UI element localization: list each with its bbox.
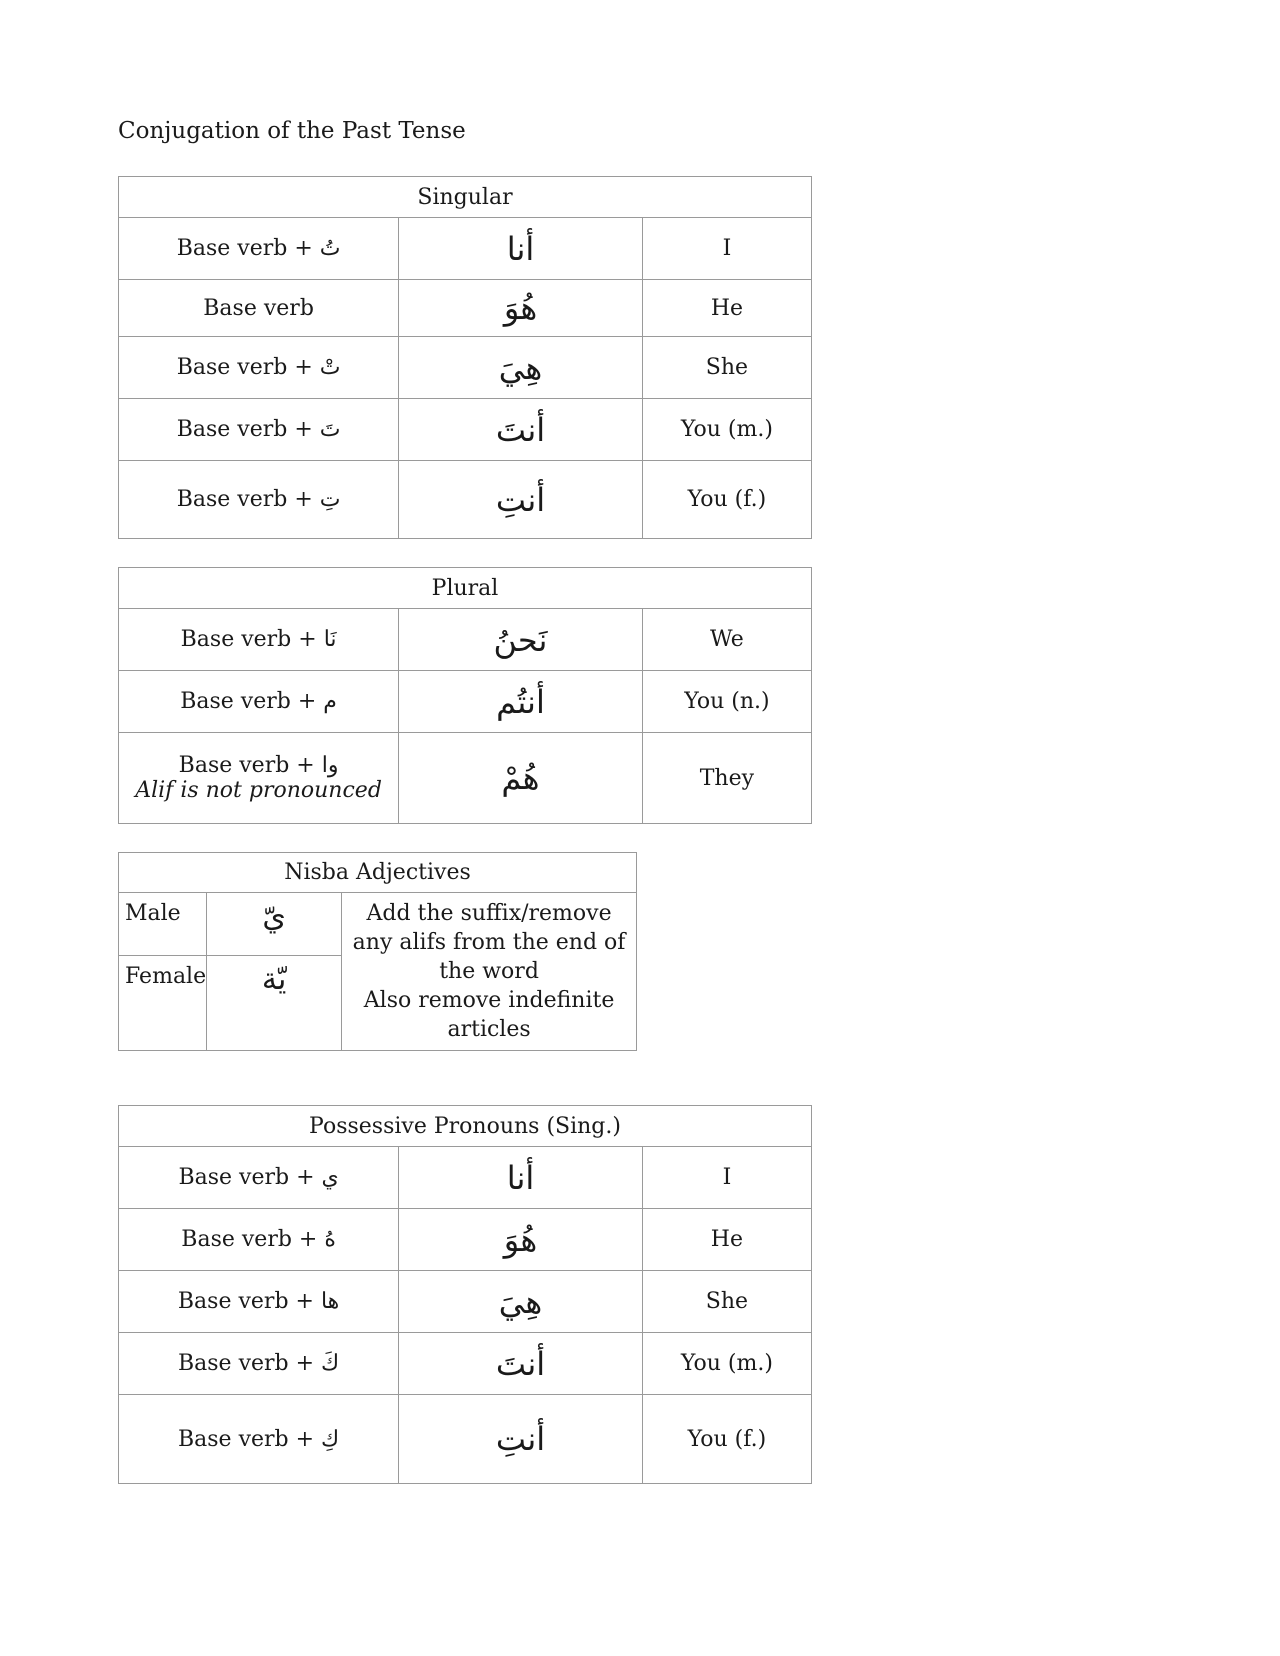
table-row (119, 1395, 812, 1484)
verb-form-cell: Base verb + ها (119, 1271, 399, 1333)
plural-table (118, 567, 812, 824)
possessive-table (118, 1105, 812, 1484)
table-row (119, 461, 812, 539)
arabic-pronoun-cell: أنتِ (399, 1395, 643, 1484)
nisba-rule-line: Add the suffix/remove any alifs from the end of the word (352, 901, 626, 984)
table-row (119, 893, 637, 956)
table-row (119, 1147, 812, 1209)
gender-cell: Female (119, 956, 207, 1051)
english-pronoun-cell: You (n.) (642, 671, 811, 733)
table-row (119, 1271, 812, 1333)
verb-form-cell: Base verb + ي (119, 1147, 399, 1209)
verb-form-cell: Base verb + تْ (119, 337, 399, 399)
arabic-pronoun-cell: أنا (399, 218, 643, 280)
nisba-header: Nisba Adjectives (119, 853, 637, 893)
table-row (119, 1209, 812, 1271)
english-pronoun-cell: She (642, 1271, 811, 1333)
english-pronoun-cell: We (642, 609, 811, 671)
table-row (119, 733, 812, 824)
arabic-pronoun-cell: هِيَ (399, 1271, 643, 1333)
arabic-pronoun-cell: أنتَ (399, 399, 643, 461)
english-pronoun-cell: She (642, 337, 811, 399)
arabic-pronoun-cell: هُوَ (399, 280, 643, 337)
verb-form-cell: Base verb + م (119, 671, 399, 733)
nisba-rule-cell (342, 893, 637, 1051)
suffix-cell: يّة (207, 956, 342, 1051)
verb-form-cell: Base verb + هُ (119, 1209, 399, 1271)
english-pronoun-cell: He (642, 1209, 811, 1271)
arabic-pronoun-cell: أنتِ (399, 461, 643, 539)
possessive-header: Possessive Pronouns (Sing.) (119, 1106, 812, 1147)
english-pronoun-cell: They (642, 733, 811, 824)
arabic-pronoun-cell: أنتُم (399, 671, 643, 733)
verb-form-cell: Base verb + تَ (119, 399, 399, 461)
verb-form-cell: Base verb + تُ (119, 218, 399, 280)
page-title: Conjugation of the Past Tense (118, 118, 466, 144)
english-pronoun-cell: He (642, 280, 811, 337)
nisba-rule-line: Also remove indefinite articles (363, 988, 615, 1042)
english-pronoun-cell: You (m.) (642, 399, 811, 461)
singular-table (118, 176, 812, 539)
arabic-pronoun-cell: أنتَ (399, 1333, 643, 1395)
arabic-pronoun-cell: أنا (399, 1147, 643, 1209)
verb-form-cell: Base verb + كَ (119, 1333, 399, 1395)
table-row (119, 609, 812, 671)
verb-form-cell: Base verb (119, 280, 399, 337)
english-pronoun-cell: You (f.) (642, 461, 811, 539)
english-pronoun-cell: You (f.) (642, 1395, 811, 1484)
gender-cell: Male (119, 893, 207, 956)
table-row (119, 1333, 812, 1395)
table-row (119, 671, 812, 733)
english-pronoun-cell: You (m.) (642, 1333, 811, 1395)
table-row (119, 218, 812, 280)
table-row (119, 399, 812, 461)
table-row (119, 337, 812, 399)
verb-form-cell: Base verb + نَا (119, 609, 399, 671)
verb-form-cell: Base verb + كِ (119, 1395, 399, 1484)
arabic-pronoun-cell: هُوَ (399, 1209, 643, 1271)
table-row (119, 280, 812, 337)
arabic-pronoun-cell: هِيَ (399, 337, 643, 399)
plural-header: Plural (119, 568, 812, 609)
english-pronoun-cell: I (642, 218, 811, 280)
english-pronoun-cell: I (642, 1147, 811, 1209)
nisba-table (118, 852, 637, 1051)
singular-header: Singular (119, 177, 812, 218)
verb-form-text: Base verb + وا (178, 753, 339, 778)
verb-form-cell (119, 733, 399, 824)
arabic-pronoun-cell: هُمْ (399, 733, 643, 824)
suffix-cell: يّ (207, 893, 342, 956)
verb-form-cell: Base verb + تِ (119, 461, 399, 539)
pronunciation-note: Alif is not pronounced (135, 778, 382, 803)
arabic-pronoun-cell: نَحنُ (399, 609, 643, 671)
